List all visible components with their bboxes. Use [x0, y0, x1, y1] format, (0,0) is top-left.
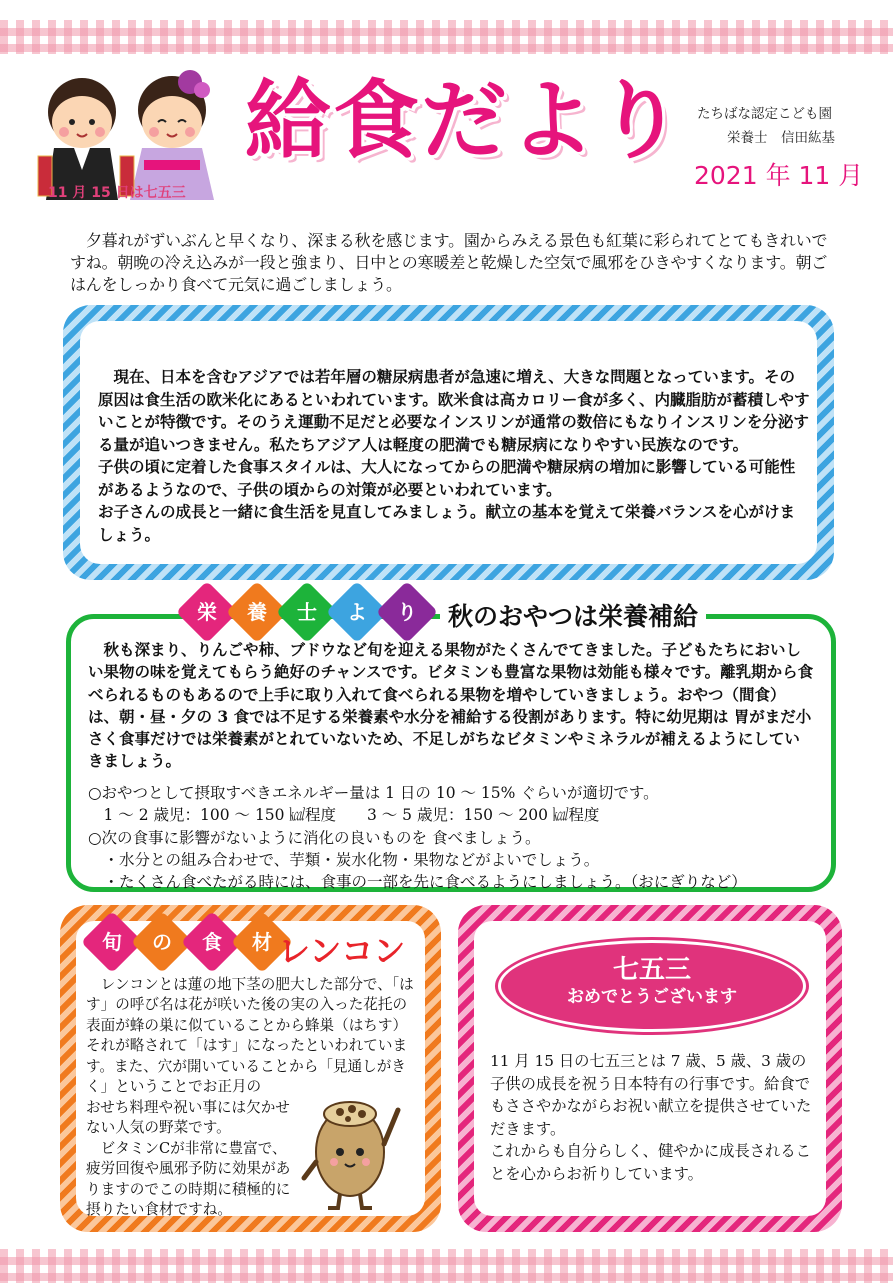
guideline-item: ○次の食事に影響がないように消化の良いものを 食べましょう。: [88, 828, 541, 847]
banner-line-1: 七五三: [612, 954, 691, 985]
lotus-paragraph-3: ビタミンCが非常に豊富で、疲労回復や風邪予防に効果がありますのでこの時期に積極的に摂りたい食材ですね。: [86, 1139, 291, 1219]
diabetes-body: [98, 366, 810, 547]
badge-char: 栄: [197, 599, 217, 624]
shichigosan-paragraph-1: 11 月 15 日の七五三とは 7 歳、5 歳、3 歳の子供の成長を祝う日本特有の行事です。給食でもささやかながらお祝い献立を提供させていただきます。: [490, 1051, 812, 1138]
badge-char: 旬: [102, 929, 122, 954]
badge-char: 食: [202, 929, 222, 954]
bottom-border: [0, 1249, 893, 1283]
badge-char: 養: [247, 599, 267, 624]
badge-char: り: [397, 599, 417, 624]
intro-paragraph: 夕暮れがずいぶんと早くなり、深まる秋を感じます。園からみえる景色も紅葉に彩られてとてもきれいですね。朝晩の冷え込みが一段と強まり、日中との寒暖差と乾燥した空気で風邪をひきやすくなります。朝ごはんをしっかり食べて元気に過ごしましょう。: [70, 230, 828, 294]
snack-guidelines: [88, 782, 818, 893]
top-border: [0, 20, 893, 54]
banner-line-2: おめでとうございます: [567, 986, 737, 1007]
shichigosan-banner: [498, 940, 806, 1032]
nutritionist-badges: [183, 590, 431, 634]
author-name: 栄養士 信田紘基: [727, 129, 835, 146]
children-kimono-illustration: [30, 60, 230, 200]
nutritionist-body: [88, 639, 814, 773]
diabetes-paragraph-2: 子供の頃に定着した食事スタイルは、大人になってからの肥満や糖尿病の増加に影響している可能性があるようなので、子供の頃からの対策が必要といわれています。: [98, 457, 796, 499]
issue-date: 2021 年 11 月: [694, 160, 864, 190]
guideline-item: ・水分との組み合わせで、芋類・炭水化物・果物などがよいでしょう。: [88, 850, 600, 869]
badge-char: 材: [252, 929, 272, 954]
kids-caption: 11 月 15 日は七五三: [48, 184, 186, 201]
shichigosan-body: [490, 1050, 815, 1186]
seasonal-food-title: レンコン: [278, 931, 406, 970]
badge-char: の: [152, 929, 172, 954]
diabetes-paragraph-3: お子さんの成長と一緒に食生活を見直してみましょう。献立の基本を覚えて栄養バランスを心がけましょう。: [98, 502, 796, 545]
nutritionist-paragraph: 秋も深まり、りんごや柿、ブドウなど旬を迎える果物がたくさんでてきました。子どもたちにおいしい果物の味を覚えてもらう絶好のチャンスです。ビタミンも豊富な果物は効能も様々です。離乳期から食べられるものもあるので上手に取り入れて食べられる果物を増やしていきましょう。おやつ（間食）は、朝・昼・夕の 3 食では不足する栄養素や水分を補給する役割があります。特に幼児期は 胃がまだ小さく食事だけでは栄養素がとれていないため、不足しがちなビタミンやミネラルが補えるようにしていきましょう。: [88, 639, 814, 771]
lotus-paragraph-1: レンコンとは蓮の地下茎の肥大した部分で、「はす」の呼び名は花が咲いた後の実の入った花托の表面が蜂の巣に似ていることから蜂巣（はちす）それが略されて「はす」になったといわれています。また、穴が開いていることから「見通しがきく」ということでお正月の: [86, 975, 414, 1096]
guideline-item: 1 ～ 2 歳児：100 ～ 150 ㎉程度 3 ～ 5 歳児：150 ～ 200 ㎉程度: [88, 806, 600, 825]
badge-char: よ: [347, 599, 367, 624]
badge-tile: [376, 581, 438, 643]
diabetes-paragraph-1: 現在、日本を含むアジアでは若年層の糖尿病患者が急速に増え、大きな問題となっています。その原因は食生活の欧米化にあるといわれています。欧米食は高カロリー食が多く、内臓脂肪が蓄積しやすいことが特徴です。そのうえ運動不足だと必要なインスリンが通常の数倍にもなりインスリンを分泌する量が追いつきません。私たちアジア人は軽度の肥満でも糖尿病になりやすい民族なのです。: [98, 366, 810, 454]
shichigosan-paragraph-2: これからも自分らしく、健やかに成長されることを心からお祈りしています。: [490, 1142, 811, 1183]
guideline-item: ・たくさん食べたがる時には、食事の一部を先に食べるようにしましょう。（おにぎりなど）: [88, 873, 747, 892]
organization-name: たちばな認定こども園: [697, 105, 832, 122]
guideline-item: ○おやつとして摂取すべきエネルギー量は 1 日の 10 ～ 15% ぐらいが適切です。: [88, 783, 659, 802]
lotus-root-character-illustration: [300, 1082, 410, 1212]
badge-char: 士: [297, 599, 317, 624]
lotus-paragraph-2: おせち料理や祝い事には欠かせない人気の野菜です。: [86, 1098, 290, 1137]
seasonal-badges: [88, 920, 286, 964]
newsletter-title: 給食だより: [245, 70, 685, 171]
nutritionist-title: 秋のおやつは栄養補給: [440, 597, 706, 633]
